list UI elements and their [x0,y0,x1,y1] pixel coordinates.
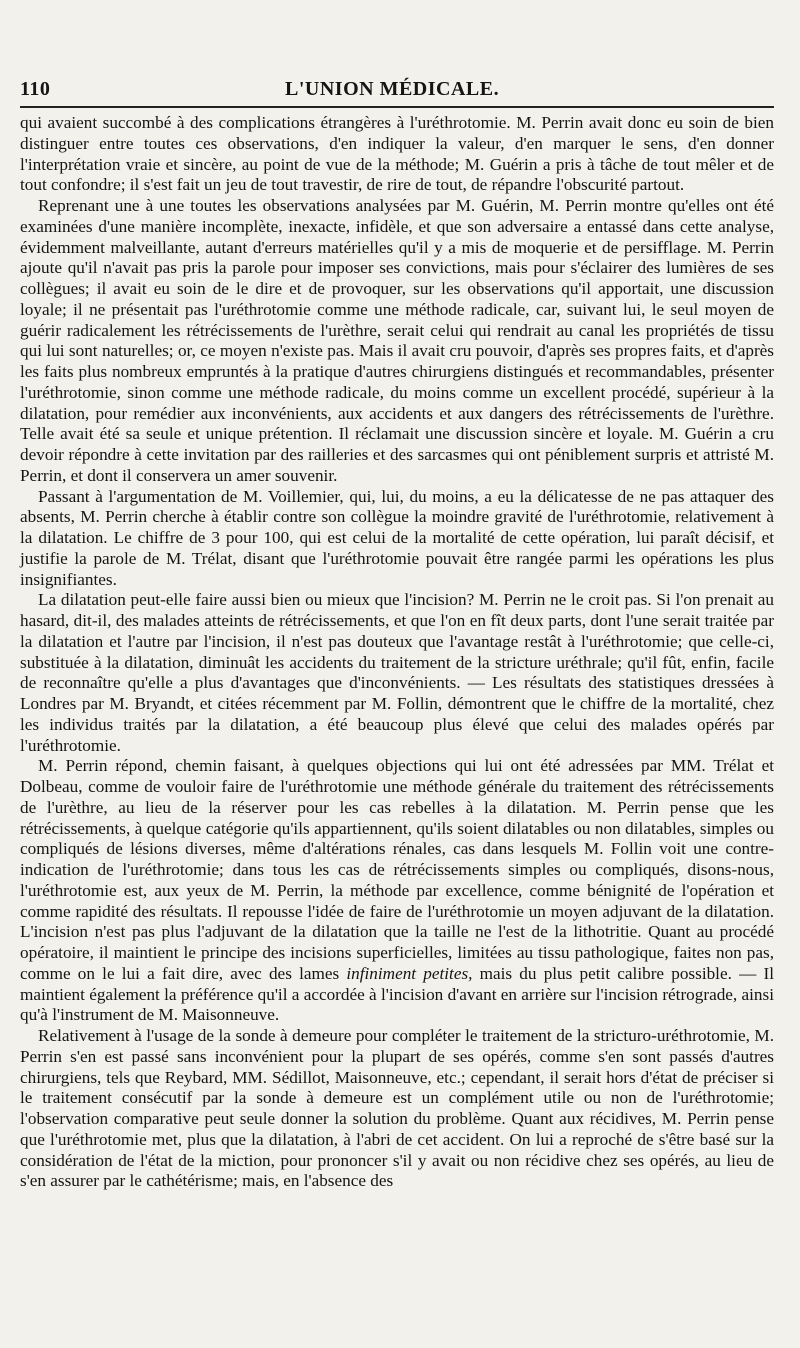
paragraph-2: Reprenant une à une toutes les observations analysées par M. Guérin, M. Perrin montre qu'elles ont été examinées d'une manière incomplète, inexacte, infidèle, et que son adversaire a entassé dans cette analyse, évidemment malveillante, autant d'erreurs matérielles qu'il y a mis de moquerie et de persifflage. M. Perrin ajoute qu'il n'avait pas pris la parole pour imposer ses convictions, mais pour s'éclairer des lumières de ses collègues; il avait eu soin de le dire et de provoquer, sur les observations qu'il apportait, une discussion loyale; il ne présentait pas l'uréthrotomie comme une méthode radicale, car, suivant lui, le seul moyen de guérir radicalement les rétrécissements de l'urèthre, serait celui qui rendrait au canal les propriétés de tissu qui lui sont naturelles; or, ce moyen n'existe pas. Mais il avait cru pouvoir, d'après ses propres faits, et d'après les faits plus nombreux empruntés à la pratique d'autres chirurgiens distingués et recommandables, présenter l'uréthrotomie, sinon comme une méthode radicale, du moins comme un excellent procédé, supérieur à la dilatation, pour remédier aux inconvénients, aux accidents et aux dangers des rétrécissements de l'urèthre. Telle avait été sa seule et unique prétention. Il réclamait une discussion sincère et loyale. M. Guérin a cru devoir répondre à cette invitation par des railleries et des sarcasmes qui ont péniblement surpris et attristé M. Perrin, et dont il conservera un amer souvenir. [20,196,774,485]
page-header [20,78,774,106]
italic-phrase: infiniment petites, [346,963,473,983]
paragraph-1: qui avaient succombé à des complications étrangères à l'uréthrotomie. M. Perrin avait donc eu soin de bien distinguer entre toutes ces observations, d'en indiquer la valeur, d'en marquer le sens, d'en donner l'interprétation vraie et sincère, au point de vue de la méthode; M. Guérin a pris à tâche de tout mêler et de tout confondre; il s'est fait un jeu de tout travestir, de rire de tout, de répandre l'obscurité partout. [20,113,774,195]
page-number: 110 [20,78,51,100]
article-body [20,113,774,1192]
running-title: L'UNION MÉDICALE. [285,78,500,100]
paragraph-4: La dilatation peut-elle faire aussi bien ou mieux que l'incision? M. Perrin ne le croit pas. Si l'on prenait au hasard, dit-il, des malades atteints de rétrécissements, et que l'on en fît deux parts, dont l'une serait traitée par la dilatation et l'autre par l'incision, il n'est pas douteux que l'avantage restât à l'uréthrotomie; que celle-ci, substituée à la dilatation, diminuât les accidents du traitement de la stricture uréthrale; qu'il fût, enfin, facile de reconnaître qu'elle a plus d'avantages que d'inconvénients. — Les résultats des statistiques dressées à Londres par M. Bryandt, et citées récemment par M. Follin, démontrent que le chiffre de la mortalité, chez les individus traités par la dilatation, a été beaucoup plus élevé que celui des malades opérés par l'uréthrotomie. [20,590,774,755]
header-rule [20,106,774,108]
paragraph-5: M. Perrin répond, chemin faisant, à quelques objections qui lui ont été adressées par MM. Trélat et Dolbeau, comme de vouloir faire de l'uréthrotomie une méthode générale du traitement des rétrécissements de l'urèthre, au lieu de la réserver pour les cas rebelles à la dilatation. M. Perrin pense que les rétrécissements, à quelque catégorie qu'ils appartiennent, qu'ils soient dilatables ou non dilatables, simples ou compliqués de lésions diverses, même d'altérations rénales, cas dans lesquels M. Follin voit une contre-indication de l'uréthrotomie; dans tous les cas de rétrécissements simples ou compliqués, disons-nous, l'uréthrotomie est, aux yeux de M. Perrin, la méthode par excellence, comme bénignité de l'opération et comme rapidité des résultats. Il repousse l'idée de faire de l'uréthrotomie un moyen adjuvant de la dilatation. L'incision n'est pas plus l'adjuvant de la dilatation que la taille ne l'est de la lithotritie. Quant au procédé opératoire, il maintient le principe des incisions superficielles, limitées au tissu pathologique, faites non pas, comme on le lui a fait dire, avec des lames infiniment petites, mais du plus petit calibre possible. — Il maintient également la préférence qu'il a accordée à l'incision d'avant en arrière sur l'incision rétrograde, ainsi qu'à l'instrument de M. Maisonneuve. [20,756,774,1025]
paragraph-6: Relativement à l'usage de la sonde à demeure pour compléter le traitement de la stricturo-uréthrotomie, M. Perrin s'en est passé sans inconvénient pour la plupart de ses opérés, comme s'en sont passés d'autres chirurgiens, tels que Reybard, MM. Sédillot, Maisonneuve, etc.; cependant, il serait hors d'état de préciser si le traitement consécutif par la sonde à demeure est un complément utile ou non de l'uréthrotomie; l'observation comparative peut seule donner la solution du problème. Quant aux récidives, M. Perrin pense que l'uréthrotomie met, plus que la dilatation, à l'abri de cet accident. On lui a reproché de s'être basé sur la considération de l'état de la miction, pour prononcer s'il y avait ou non récidive chez ses opérés, au lieu de s'en assurer par le cathétérisme; mais, en l'absence des [20,1026,774,1191]
paragraph-3: Passant à l'argumentation de M. Voillemier, qui, lui, du moins, a eu la délicatesse de ne pas attaquer des absents, M. Perrin cherche à établir contre son collègue la moindre gravité de l'uréthrotomie, relativement à la dilatation. Le chiffre de 3 pour 100, qui est celui de la mortalité de cette opération, lui paraît décisif, et justifie la parole de M. Trélat, disant que l'uréthrotomie pouvait être rangée parmi les opérations les plus insignifiantes. [20,486,774,589]
